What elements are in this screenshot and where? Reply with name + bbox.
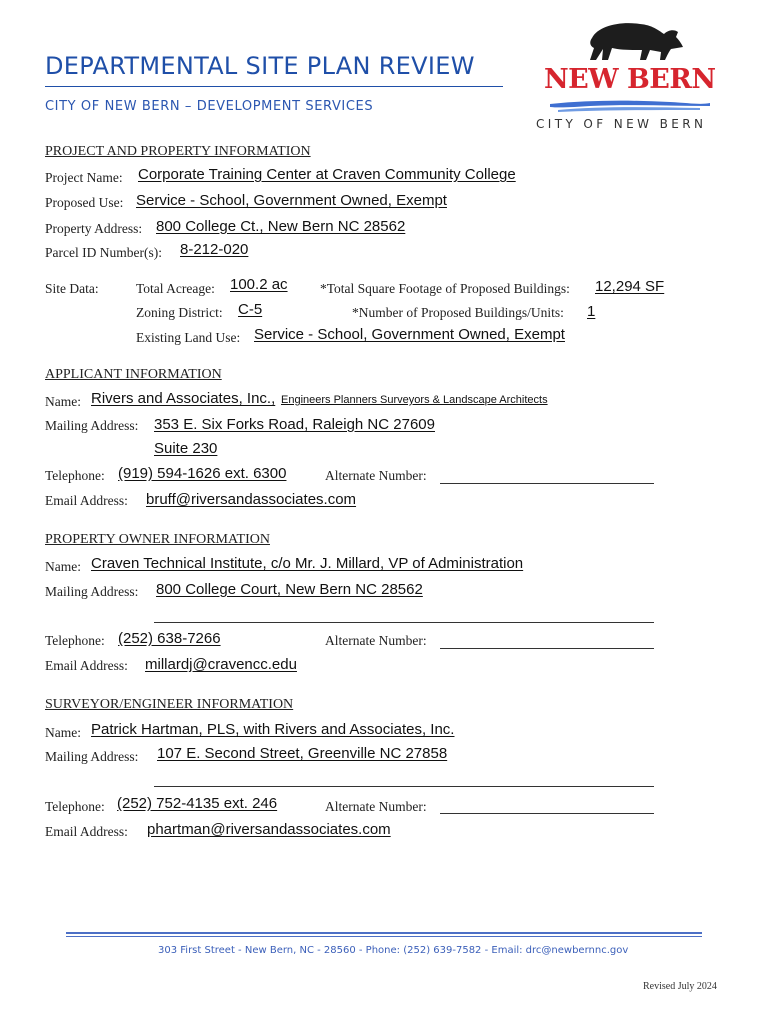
surveyor-email-label: Email Address: [45, 824, 128, 839]
building-units-label: *Number of Proposed Buildings/Units: [352, 305, 564, 320]
building-units-field[interactable]: 1 [587, 303, 596, 320]
existing-land-use-field[interactable]: Service - School, Government Owned, Exempt [254, 326, 565, 343]
surveyor-mailing-label: Mailing Address: [45, 749, 139, 764]
revision-date: Revised July 2024 [643, 981, 717, 992]
zoning-district-field[interactable]: C-5 [238, 301, 263, 318]
title-rule [45, 86, 503, 87]
parcel-id-label: Parcel ID Number(s): [45, 245, 162, 260]
proposed-use-label: Proposed Use: [45, 195, 124, 210]
applicant-name-extra[interactable]: Engineers Planners Surveyors & Landscape Architects [281, 394, 548, 406]
applicant-section-heading: APPLICANT INFORMATION [45, 367, 222, 382]
existing-land-use-label: Existing Land Use: [136, 330, 241, 345]
owner-telephone-label: Telephone: [45, 633, 105, 648]
page-subtitle: CITY OF NEW BERN – DEVELOPMENT SERVICES [45, 99, 374, 114]
project-section-heading: PROJECT AND PROPERTY INFORMATION [45, 144, 311, 159]
logo-tagline: CITY OF NEW BERN [536, 117, 707, 131]
project-name-label: Project Name: [45, 170, 123, 185]
applicant-mailing-line2[interactable]: Suite 230 [154, 440, 218, 457]
total-acreage-field[interactable]: 100.2 ac [230, 276, 288, 293]
owner-section-heading: PROPERTY OWNER INFORMATION [45, 532, 270, 547]
footer-rule [66, 932, 702, 937]
square-footage-field[interactable]: 12,294 SF [595, 278, 665, 295]
total-acreage-label: Total Acreage: [136, 281, 215, 296]
owner-alternate-field[interactable] [440, 648, 654, 649]
applicant-alternate-field[interactable] [440, 483, 654, 484]
surveyor-name-field[interactable]: Patrick Hartman, PLS, with Rivers and Associates, Inc. [91, 721, 455, 738]
footer-contact: 303 First Street - New Bern, NC - 28560 - Phone: (252) 639-7582 - Email: drc@newbernnc.gov [158, 945, 629, 956]
applicant-alternate-label: Alternate Number: [325, 468, 427, 483]
proposed-use-field[interactable]: Service - School, Government Owned, Exempt [136, 192, 447, 209]
applicant-mailing-label: Mailing Address: [45, 418, 139, 433]
applicant-telephone-label: Telephone: [45, 468, 105, 483]
square-footage-label: *Total Square Footage of Proposed Buildings: [320, 281, 570, 296]
applicant-telephone-field[interactable]: (919) 594-1626 ext. 6300 [118, 465, 287, 482]
logo-wordmark: NEW BERN [544, 64, 716, 95]
parcel-id-field[interactable]: 8-212-020 [180, 241, 249, 258]
site-data-label: Site Data: [45, 281, 99, 296]
owner-name-label: Name: [45, 559, 81, 574]
applicant-mailing-field[interactable]: 353 E. Six Forks Road, Raleigh NC 27609 [154, 416, 435, 433]
owner-telephone-field[interactable]: (252) 638-7266 [118, 630, 221, 647]
surveyor-telephone-label: Telephone: [45, 799, 105, 814]
owner-mailing-line2[interactable] [154, 622, 654, 623]
surveyor-name-label: Name: [45, 725, 81, 740]
owner-mailing-field[interactable]: 800 College Court, New Bern NC 28562 [156, 581, 423, 598]
surveyor-alternate-label: Alternate Number: [325, 799, 427, 814]
project-name-field[interactable]: Corporate Training Center at Craven Community College [138, 166, 516, 183]
applicant-name-label: Name: [45, 394, 81, 409]
wave-icon [550, 98, 710, 114]
property-address-field[interactable]: 800 College Ct., New Bern NC 28562 [156, 218, 406, 235]
page-title: DEPARTMENTAL SITE PLAN REVIEW [45, 52, 475, 80]
surveyor-mailing-field[interactable]: 107 E. Second Street, Greenville NC 27858 [157, 745, 448, 762]
zoning-district-label: Zoning District: [136, 305, 223, 320]
applicant-email-label: Email Address: [45, 493, 128, 508]
surveyor-mailing-line2[interactable] [154, 786, 654, 787]
applicant-email-field[interactable]: bruff@riversandassociates.com [146, 491, 357, 508]
surveyor-email-field[interactable]: phartman@riversandassociates.com [147, 821, 391, 838]
property-address-label: Property Address: [45, 221, 143, 236]
owner-email-field[interactable]: millardj@cravencc.edu [145, 656, 297, 673]
owner-name-field[interactable]: Craven Technical Institute, c/o Mr. J. Millard, VP of Administration [91, 555, 524, 572]
city-logo [536, 16, 725, 134]
owner-mailing-label: Mailing Address: [45, 584, 139, 599]
applicant-name-field[interactable]: Rivers and Associates, Inc., [91, 390, 276, 407]
owner-alternate-label: Alternate Number: [325, 633, 427, 648]
surveyor-alternate-field[interactable] [440, 813, 654, 814]
surveyor-telephone-field[interactable]: (252) 752-4135 ext. 246 [117, 795, 278, 812]
surveyor-section-heading: SURVEYOR/ENGINEER INFORMATION [45, 697, 294, 712]
owner-email-label: Email Address: [45, 658, 128, 673]
